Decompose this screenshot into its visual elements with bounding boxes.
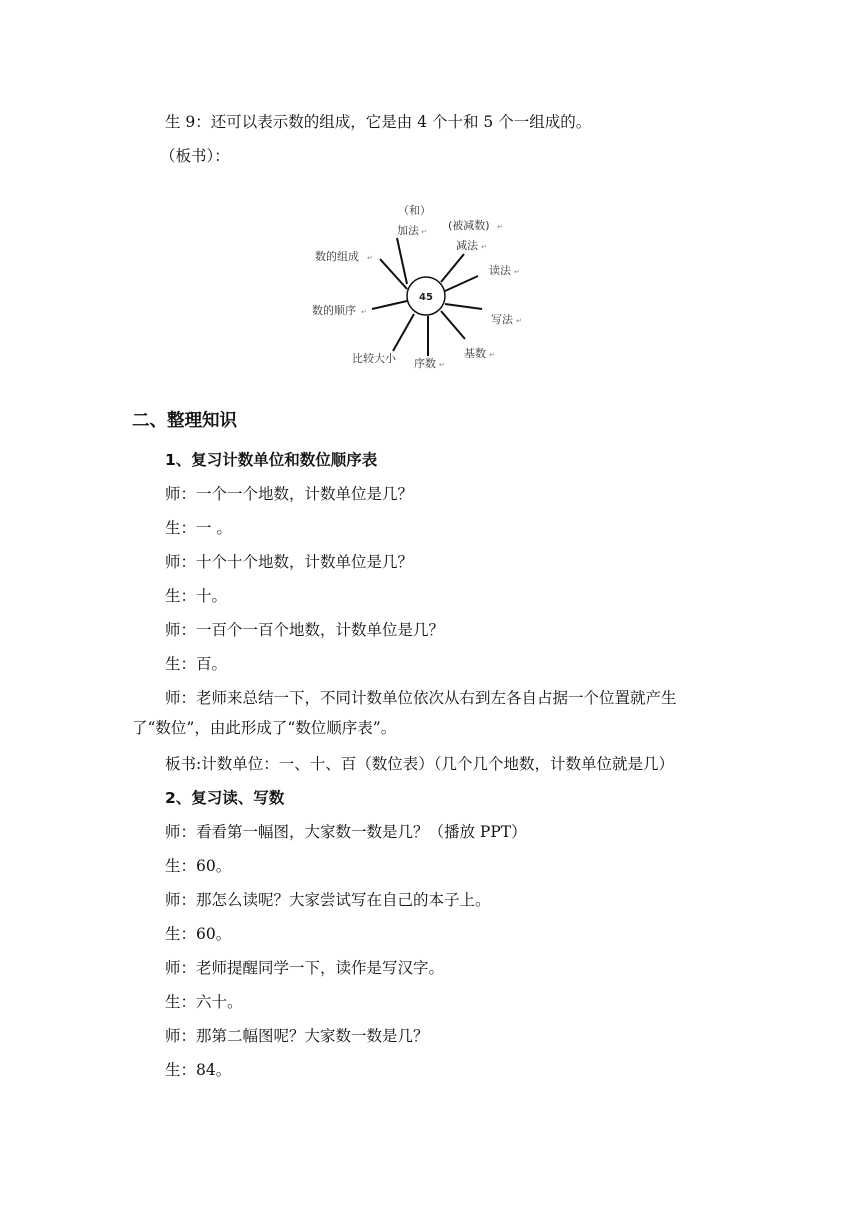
mind-map-diagram: [300, 196, 540, 376]
label-xiefa: 写法: [491, 313, 513, 326]
dialogue-line: 生：百。: [165, 655, 228, 673]
label-shudezucheng: 数的组成: [315, 250, 359, 263]
label-jianfa: 减法: [456, 239, 478, 252]
return-mark: ↵: [497, 223, 503, 231]
return-mark: ↵: [361, 308, 367, 316]
spoke-bijiao: [393, 314, 414, 351]
section-title: 二、整理知识: [132, 411, 237, 431]
label-jiafa: 加法: [397, 224, 419, 237]
dialogue-line: 师：那第二幅图呢？大家数一数是几？: [165, 1027, 429, 1045]
return-mark: ↵: [514, 268, 520, 276]
return-mark: ↵: [516, 317, 522, 325]
dialogue-line: 师：老师提醒同学一下，读作是写汉字。: [165, 959, 445, 977]
subsection-2-title: 2、复习读、写数: [165, 789, 285, 807]
return-mark: ↵: [481, 243, 487, 251]
dialogue-line: 生：十。: [165, 587, 228, 605]
dialogue-line: 生：84。: [165, 1061, 232, 1079]
spoke-jianfa: [441, 254, 464, 282]
spoke-jishu: [441, 311, 465, 339]
spoke-xiefa: [445, 304, 482, 309]
dialogue-line: 师：看看第一幅图，大家数一数是几？（播放 PPT）: [165, 823, 527, 841]
summary-line-1: 师：老师来总结一下，不同计数单位依次从右到左各自占据一个位置就产生: [165, 689, 677, 707]
dialogue-line: 生：60。: [165, 925, 232, 943]
label-xushu: 序数: [414, 357, 436, 370]
label-jishu: 基数: [464, 347, 486, 360]
board-writing-line: 板书:计数单位：一、十、百（数位表）（几个几个地数，计数单位就是几）: [165, 755, 674, 773]
student-9-line: 生 9：还可以表示数的组成，它是由 4 个十和 5 个一组成的。: [165, 113, 592, 131]
subsection-1-title: 1、复习计数单位和数位顺序表: [165, 451, 378, 469]
label-dufa: 读法: [489, 264, 511, 277]
dialogue-line: 师：一百个一百个地数，计数单位是几？: [165, 621, 445, 639]
summary-line-2: 了“数位”，由此形成了“数位顺序表”。: [132, 719, 397, 737]
dialogue-line: 师：一个一个地数，计数单位是几？: [165, 485, 414, 503]
dialogue-line: 师：十个十个地数，计数单位是几？: [165, 553, 414, 571]
board-label: （板书）：: [160, 147, 230, 165]
spoke-shunxu: [372, 301, 407, 309]
center-number: 45: [419, 292, 433, 303]
return-mark: ↵: [489, 351, 495, 359]
dialogue-line: 师：那怎么读呢？大家尝试写在自己的本子上。: [165, 891, 491, 909]
spoke-dufa: [445, 276, 478, 291]
dialogue-line: 生：六十。: [165, 993, 243, 1011]
dialogue-line: 生：60。: [165, 857, 232, 875]
return-mark: ↵: [439, 361, 445, 369]
label-he: （和）: [398, 204, 431, 217]
return-mark: ↵: [367, 254, 373, 262]
dialogue-line: 生：一 。: [165, 519, 232, 537]
spoke-jiafa: [397, 238, 407, 284]
label-beijianshu: (被减数): [448, 219, 490, 232]
label-shudeshunxu: 数的顺序: [312, 304, 356, 317]
label-bijiaodaxiao: 比较大小: [352, 352, 396, 365]
return-mark: ↵: [421, 228, 427, 236]
